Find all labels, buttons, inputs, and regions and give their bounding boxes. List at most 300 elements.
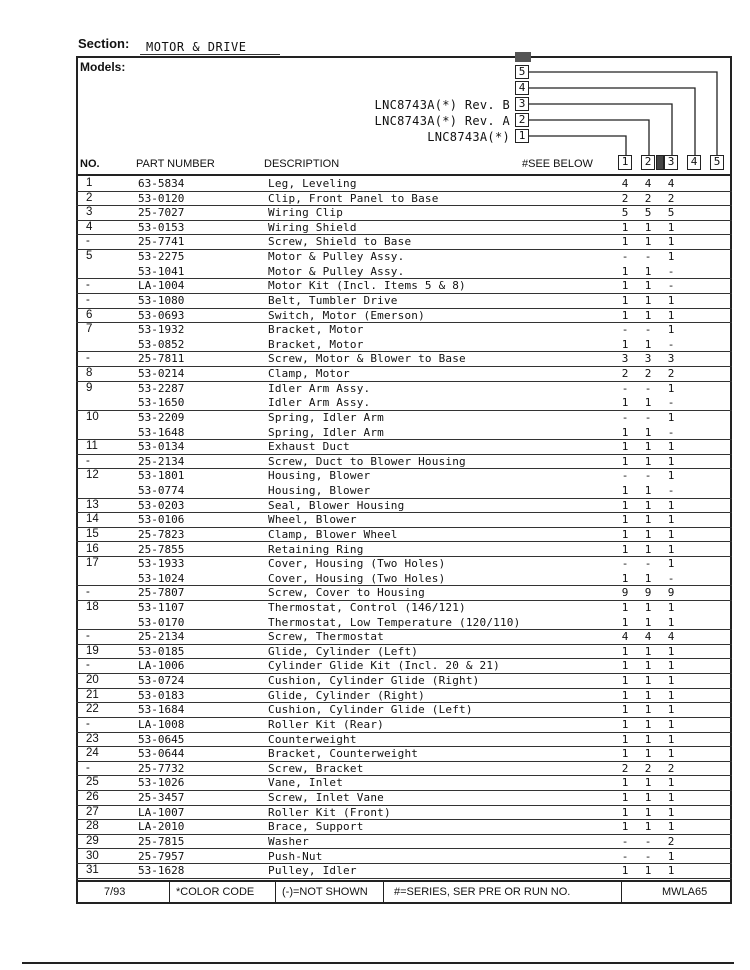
row-number: - (86, 659, 90, 672)
row-number: 23 (86, 732, 99, 745)
row-description: Washer (268, 834, 309, 848)
row-description: Screw, Duct to Blower Housing (268, 454, 466, 468)
row-part-number: 53-0214 (138, 367, 185, 381)
version-box-5: 5 (515, 65, 529, 79)
table-row (76, 367, 732, 382)
row-description: Clamp, Blower Wheel (268, 527, 398, 541)
row-qty-2: 1 (644, 220, 652, 234)
row-part-number: 53-1648 (138, 425, 185, 439)
row-description: Screw, Thermostat (268, 630, 384, 644)
table-row (76, 572, 732, 587)
row-qty-3: - (667, 264, 675, 278)
row-description: Push-Nut (268, 849, 323, 863)
row-qty-1: 1 (621, 688, 629, 702)
row-part-number: 53-0183 (138, 688, 185, 702)
row-qty-3: 1 (667, 308, 675, 322)
table-row (76, 674, 732, 689)
model-rev-a: LNC8743A(*) Rev. A (374, 114, 510, 128)
row-description: Pulley, Idler (268, 864, 357, 878)
footer-date: 7/93 (76, 880, 170, 904)
row-qty-3: 1 (667, 732, 675, 746)
row-number: 21 (86, 688, 99, 701)
row-qty-2: 1 (644, 425, 652, 439)
row-number: 7 (86, 323, 93, 336)
row-qty-3: 1 (667, 600, 675, 614)
row-description: Bracket, Motor (268, 337, 364, 351)
row-description: Cylinder Glide Kit (Incl. 20 & 21) (268, 659, 500, 673)
row-part-number: 53-1684 (138, 703, 185, 717)
row-number: 17 (86, 557, 99, 570)
row-number: 11 (86, 440, 98, 453)
row-qty-1: - (621, 849, 629, 863)
table-row (76, 776, 732, 791)
header-col-4: 4 (687, 155, 701, 170)
table-row (76, 689, 732, 704)
row-part-number: LA-2010 (138, 820, 185, 834)
row-number: - (86, 761, 90, 774)
row-part-number: 53-0644 (138, 747, 185, 761)
row-qty-2: 1 (644, 820, 652, 834)
row-qty-1: 1 (621, 440, 629, 454)
header-col-5: 5 (710, 155, 724, 170)
version-box-3: 3 (515, 97, 529, 111)
footer (76, 880, 732, 904)
row-qty-2: 1 (644, 717, 652, 731)
row-number: 19 (86, 644, 99, 657)
version-box-2: 2 (515, 113, 529, 127)
table-row (76, 411, 732, 426)
table-row (76, 630, 732, 645)
row-qty-1: 1 (621, 805, 629, 819)
row-qty-1: 1 (621, 747, 629, 761)
row-qty-1: - (621, 381, 629, 395)
table-row (76, 659, 732, 674)
row-part-number: 53-0106 (138, 513, 185, 527)
row-qty-1: 1 (621, 644, 629, 658)
row-qty-2: 1 (644, 644, 652, 658)
table-row (76, 250, 732, 265)
row-qty-1: 1 (621, 279, 629, 293)
row-number: 28 (86, 820, 99, 833)
row-qty-3: 9 (667, 586, 675, 600)
version-box-1: 1 (515, 129, 529, 143)
row-description: Belt, Tumbler Drive (268, 293, 398, 307)
row-qty-1: 1 (621, 717, 629, 731)
row-qty-2: 1 (644, 337, 652, 351)
row-qty-2: 1 (644, 571, 652, 585)
row-part-number: 53-0134 (138, 440, 185, 454)
table-row (76, 543, 732, 558)
row-qty-1: 2 (621, 191, 629, 205)
row-description: Roller Kit (Front) (268, 805, 391, 819)
row-qty-1: 1 (621, 264, 629, 278)
row-qty-2: 1 (644, 308, 652, 322)
row-qty-3: 1 (667, 220, 675, 234)
table-row (76, 323, 732, 338)
row-description: Motor & Pulley Assy. (268, 264, 405, 278)
table-row (76, 616, 732, 631)
table-row (76, 206, 732, 221)
row-number: 29 (86, 834, 99, 847)
row-qty-1: 1 (621, 864, 629, 878)
row-number: 27 (86, 805, 99, 818)
row-qty-3: 1 (667, 615, 675, 629)
row-description: Vane, Inlet (268, 776, 344, 790)
row-qty-3: 1 (667, 864, 675, 878)
row-description: Housing, Blower (268, 484, 371, 498)
footer-not-shown: (-)=NOT SHOWN (276, 880, 384, 904)
table-row (76, 221, 732, 236)
row-number: 13 (86, 498, 99, 511)
table-row (76, 279, 732, 294)
row-qty-3: 1 (667, 293, 675, 307)
row-number: 18 (86, 600, 99, 613)
row-qty-1: 1 (621, 820, 629, 834)
row-qty-2: 2 (644, 367, 652, 381)
row-description: Thermostat, Low Temperature (120/110) (268, 615, 521, 629)
row-number: 10 (86, 410, 99, 423)
row-number: 15 (86, 527, 99, 540)
header-see-below: #SEE BELOW (522, 158, 593, 170)
row-qty-3: 1 (667, 469, 675, 483)
row-qty-2: 1 (644, 235, 652, 249)
row-number: 20 (86, 674, 99, 687)
row-qty-3: 1 (667, 498, 675, 512)
row-qty-3: 3 (667, 352, 675, 366)
row-qty-2: - (644, 849, 652, 863)
row-qty-1: 1 (621, 308, 629, 322)
row-part-number: 25-7732 (138, 761, 185, 775)
row-part-number: 53-0852 (138, 337, 185, 351)
row-number: 22 (86, 703, 99, 716)
row-qty-3: 1 (667, 717, 675, 731)
row-description: Clip, Front Panel to Base (268, 191, 439, 205)
row-part-number: 53-1628 (138, 864, 185, 878)
row-qty-1: 1 (621, 703, 629, 717)
row-qty-1: 1 (621, 513, 629, 527)
header-col-3: 3 (664, 155, 678, 170)
row-description: Cover, Housing (Two Holes) (268, 557, 446, 571)
row-number: - (86, 454, 90, 467)
row-qty-1: 1 (621, 527, 629, 541)
row-part-number: 53-1107 (138, 600, 185, 614)
row-qty-2: 1 (644, 264, 652, 278)
row-qty-3: 1 (667, 791, 675, 805)
row-description: Screw, Bracket (268, 761, 364, 775)
row-description: Roller Kit (Rear) (268, 717, 384, 731)
model-base: LNC8743A(*) (427, 130, 510, 144)
row-qty-2: 1 (644, 615, 652, 629)
table-row (76, 469, 732, 484)
header-no: NO. (80, 158, 100, 170)
row-part-number: 53-1026 (138, 776, 185, 790)
row-qty-2: 1 (644, 498, 652, 512)
row-qty-3: - (667, 571, 675, 585)
row-number: 9 (86, 381, 93, 394)
row-number: - (86, 717, 90, 730)
row-qty-2: 1 (644, 805, 652, 819)
row-qty-3: 5 (667, 206, 675, 220)
model-rev-b: LNC8743A(*) Rev. B (374, 98, 510, 112)
table-row (76, 762, 732, 777)
row-description: Glide, Cylinder (Left) (268, 644, 419, 658)
row-qty-2: - (644, 410, 652, 424)
row-description: Leg, Leveling (268, 177, 357, 190)
row-qty-2: - (644, 250, 652, 264)
table-row (76, 309, 732, 324)
row-qty-3: 4 (667, 630, 675, 644)
row-qty-2: 1 (644, 747, 652, 761)
row-qty-3: 1 (667, 250, 675, 264)
row-qty-3: 1 (667, 849, 675, 863)
row-qty-3: 1 (667, 235, 675, 249)
row-number: 5 (86, 250, 93, 263)
table-row (76, 499, 732, 514)
row-description: Cover, Housing (Two Holes) (268, 571, 446, 585)
row-number: 16 (86, 542, 99, 555)
table-row (76, 235, 732, 250)
row-qty-2: 1 (644, 513, 652, 527)
table-row (76, 192, 732, 207)
row-description: Spring, Idler Arm (268, 425, 384, 439)
row-number: 3 (86, 206, 93, 219)
table-row (76, 177, 732, 192)
row-number: 25 (86, 776, 99, 789)
row-description: Counterweight (268, 732, 357, 746)
row-qty-3: - (667, 396, 675, 410)
table-row (76, 265, 732, 280)
table-row (76, 718, 732, 733)
row-number: - (86, 235, 90, 248)
row-qty-3: 1 (667, 776, 675, 790)
table-row (76, 703, 732, 718)
row-qty-2: 1 (644, 527, 652, 541)
row-qty-2: 1 (644, 703, 652, 717)
section-value: MOTOR & DRIVE (146, 40, 247, 54)
row-description: Thermostat, Control (146/121) (268, 600, 466, 614)
row-qty-3: 1 (667, 674, 675, 688)
row-part-number: 25-7815 (138, 834, 185, 848)
row-qty-1: - (621, 834, 629, 848)
row-description: Exhaust Duct (268, 440, 350, 454)
row-part-number: LA-1008 (138, 717, 185, 731)
row-qty-1: 1 (621, 484, 629, 498)
row-qty-2: 1 (644, 396, 652, 410)
header-col-1: 1 (618, 155, 632, 170)
row-description: Glide, Cylinder (Right) (268, 688, 425, 702)
row-part-number: 25-7741 (138, 235, 185, 249)
row-number: - (86, 630, 90, 643)
row-qty-1: - (621, 250, 629, 264)
row-part-number: 53-1933 (138, 557, 185, 571)
row-description: Brace, Support (268, 820, 364, 834)
row-qty-1: 1 (621, 732, 629, 746)
row-qty-2: - (644, 323, 652, 337)
row-number: 26 (86, 791, 99, 804)
row-part-number: 53-0170 (138, 615, 185, 629)
table-row (76, 352, 732, 367)
row-qty-2: 1 (644, 659, 652, 673)
row-description: Screw, Shield to Base (268, 235, 412, 249)
row-description: Bracket, Counterweight (268, 747, 419, 761)
row-qty-2: 1 (644, 776, 652, 790)
table-row (76, 791, 732, 806)
row-part-number: LA-1004 (138, 279, 185, 293)
row-qty-3: 1 (667, 557, 675, 571)
row-qty-3: 1 (667, 659, 675, 673)
page-bottom-rule (22, 962, 734, 964)
table-row (76, 528, 732, 543)
row-description: Switch, Motor (Emerson) (268, 308, 425, 322)
row-number: 24 (86, 747, 99, 760)
table-row (76, 513, 732, 528)
row-description: Clamp, Motor (268, 367, 350, 381)
row-qty-3: 1 (667, 542, 675, 556)
header-part-number: PART NUMBER (136, 158, 215, 170)
table-row (76, 557, 732, 572)
row-qty-1: 1 (621, 235, 629, 249)
row-part-number: 63-5834 (138, 177, 185, 190)
row-qty-1: 1 (621, 791, 629, 805)
table-row (76, 338, 732, 353)
row-qty-1: 1 (621, 776, 629, 790)
row-part-number: LA-1006 (138, 659, 185, 673)
row-qty-3: 1 (667, 454, 675, 468)
table-row (76, 484, 732, 499)
row-qty-1: 1 (621, 293, 629, 307)
section-label: Section: (78, 36, 130, 51)
row-qty-1: 4 (621, 630, 629, 644)
row-qty-3: - (667, 337, 675, 351)
row-part-number: 25-7807 (138, 586, 185, 600)
row-description: Wiring Clip (268, 206, 344, 220)
footer-color-code: *COLOR CODE (170, 880, 276, 904)
row-qty-3: 1 (667, 747, 675, 761)
row-part-number: 53-0645 (138, 732, 185, 746)
table-row (76, 426, 732, 441)
row-number: 6 (86, 308, 93, 321)
row-qty-3: 1 (667, 703, 675, 717)
row-number: 4 (86, 220, 93, 233)
row-qty-1: 1 (621, 454, 629, 468)
row-qty-2: 1 (644, 864, 652, 878)
row-description: Screw, Inlet Vane (268, 791, 384, 805)
row-qty-1: - (621, 557, 629, 571)
table-row (76, 733, 732, 748)
row-qty-1: 2 (621, 367, 629, 381)
row-description: Screw, Motor & Blower to Base (268, 352, 466, 366)
models-label: Models: (80, 60, 126, 74)
row-number: 1 (86, 177, 93, 189)
row-description: Motor & Pulley Assy. (268, 250, 405, 264)
row-description: Screw, Cover to Housing (268, 586, 425, 600)
version-connector-lines (0, 0, 750, 200)
row-qty-1: 1 (621, 600, 629, 614)
row-qty-1: - (621, 469, 629, 483)
table-row (76, 396, 732, 411)
row-qty-2: 1 (644, 440, 652, 454)
row-qty-2: 3 (644, 352, 652, 366)
row-qty-2: 4 (644, 177, 652, 190)
row-qty-3: 1 (667, 381, 675, 395)
row-qty-2: 2 (644, 191, 652, 205)
row-qty-2: 5 (644, 206, 652, 220)
row-qty-1: 4 (621, 177, 629, 190)
footer-doc-number: MWLA65 (662, 886, 708, 898)
row-part-number: 25-2134 (138, 630, 185, 644)
row-part-number: 53-1801 (138, 469, 185, 483)
row-part-number: 53-2275 (138, 250, 185, 264)
row-part-number: 53-1024 (138, 571, 185, 585)
row-qty-3: - (667, 279, 675, 293)
row-description: Idler Arm Assy. (268, 381, 371, 395)
row-part-number: 53-1041 (138, 264, 185, 278)
row-description: Motor Kit (Incl. Items 5 & 8) (268, 279, 466, 293)
row-qty-2: 1 (644, 600, 652, 614)
header-description: DESCRIPTION (264, 158, 340, 170)
row-qty-2: 4 (644, 630, 652, 644)
row-description: Wheel, Blower (268, 513, 357, 527)
table-row (76, 294, 732, 309)
row-part-number: 25-7823 (138, 527, 185, 541)
row-qty-3: 1 (667, 410, 675, 424)
row-part-number: 25-7855 (138, 542, 185, 556)
row-qty-1: 3 (621, 352, 629, 366)
table-row (76, 382, 732, 397)
row-description: Spring, Idler Arm (268, 410, 384, 424)
row-qty-2: 1 (644, 484, 652, 498)
row-qty-2: 1 (644, 674, 652, 688)
row-qty-1: 2 (621, 761, 629, 775)
row-number: - (86, 586, 90, 599)
row-qty-2: 1 (644, 293, 652, 307)
row-qty-2: - (644, 381, 652, 395)
row-number: - (86, 352, 90, 365)
header-rule (76, 174, 732, 176)
table-row (76, 864, 732, 879)
row-part-number: 53-1932 (138, 323, 185, 337)
row-part-number: 25-7811 (138, 352, 185, 366)
version-box-4: 4 (515, 81, 529, 95)
row-description: Idler Arm Assy. (268, 396, 371, 410)
row-qty-3: 1 (667, 513, 675, 527)
header-col-divider (656, 155, 664, 170)
row-qty-2: 1 (644, 732, 652, 746)
row-part-number: 53-0693 (138, 308, 185, 322)
row-part-number: 53-0185 (138, 644, 185, 658)
table-row (76, 747, 732, 762)
table-row (76, 586, 732, 601)
row-number: 31 (86, 864, 99, 877)
header-col-2: 2 (641, 155, 655, 170)
row-number: - (86, 279, 90, 292)
row-qty-1: 1 (621, 396, 629, 410)
row-part-number: 25-7027 (138, 206, 185, 220)
row-number: 12 (86, 469, 99, 482)
row-number: 30 (86, 849, 99, 862)
row-part-number: 25-2134 (138, 454, 185, 468)
row-part-number: 25-7957 (138, 849, 185, 863)
row-qty-3: 2 (667, 367, 675, 381)
row-number: 14 (86, 513, 99, 526)
row-qty-1: 1 (621, 220, 629, 234)
row-qty-3: 1 (667, 820, 675, 834)
row-qty-2: 1 (644, 542, 652, 556)
row-qty-1: 1 (621, 337, 629, 351)
row-qty-1: 9 (621, 586, 629, 600)
row-part-number: 25-3457 (138, 791, 185, 805)
table-row (76, 850, 732, 865)
